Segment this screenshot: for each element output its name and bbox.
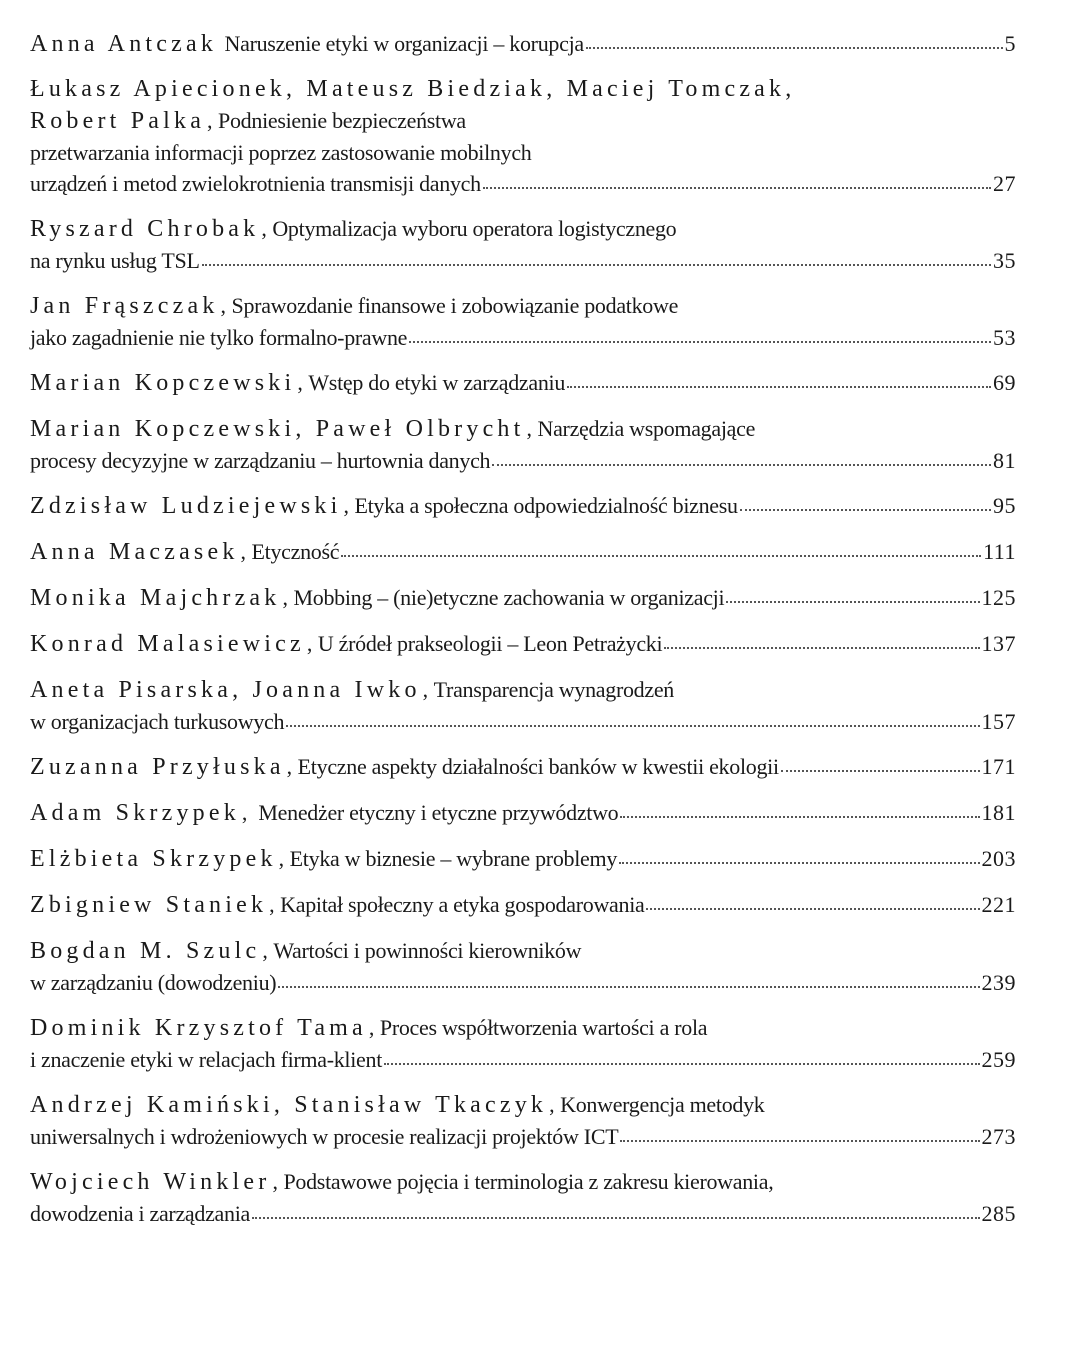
toc-title: Etyka w biznesie – wybrane problemy [289, 846, 618, 871]
dot-leader [620, 1140, 979, 1142]
toc-authors: Robert Palka [30, 108, 206, 134]
dot-leader [567, 386, 991, 388]
dot-leader [781, 770, 980, 772]
toc-line [30, 213, 1016, 245]
toc-title: Podniesienie bezpieczeństwa [218, 108, 466, 133]
toc-entry[interactable] [30, 628, 1016, 660]
toc-separator: , [368, 1015, 380, 1040]
dot-leader [492, 464, 991, 466]
toc-page-number: 137 [981, 631, 1016, 656]
toc-entry[interactable] [30, 28, 1016, 60]
toc-separator: , [262, 938, 274, 963]
toc-line [30, 967, 1016, 998]
toc-authors: Wojciech Winkler [30, 1169, 271, 1195]
toc-title: Wstęp do etyki w zarządzaniu [308, 370, 566, 395]
table-of-contents [30, 28, 1016, 1243]
toc-separator: , [207, 108, 219, 133]
toc-page-number: 95 [993, 493, 1016, 518]
toc-separator: , [526, 416, 538, 441]
toc-title: Narzędzia wspomagające [537, 416, 756, 441]
dot-leader [740, 509, 991, 511]
dot-leader [646, 908, 979, 910]
toc-title: dowodzenia i zarządzania [30, 1201, 250, 1226]
toc-line [30, 137, 1016, 168]
toc-title: Optymalizacja wyboru operatora logistycznego [272, 216, 677, 241]
toc-line [30, 889, 1016, 921]
dot-leader [726, 601, 979, 603]
toc-title: U źródeł prakseologii – Leon Petrażycki [317, 631, 663, 656]
dot-leader [341, 555, 981, 557]
toc-title: Proces współtworzenia wartości a rola [379, 1015, 708, 1040]
toc-entry[interactable] [30, 1012, 1016, 1075]
toc-title: urządzeń i metod zwielokrotnienia transmisji danych [30, 171, 481, 196]
toc-entry[interactable] [30, 290, 1016, 353]
toc-line [30, 706, 1016, 737]
toc-entry[interactable] [30, 1089, 1016, 1152]
toc-separator: , [297, 370, 309, 395]
toc-page-number: 273 [981, 1124, 1016, 1149]
toc-authors: Andrzej Kamiński, Stanisław Tkaczyk [30, 1092, 548, 1118]
toc-page-number: 239 [981, 970, 1016, 995]
toc-authors: Anna Maczasek [30, 539, 239, 565]
toc-title: Etyczność [251, 539, 340, 564]
toc-separator: , [422, 677, 434, 702]
toc-page-number: 181 [981, 800, 1016, 825]
toc-line [30, 1012, 1016, 1044]
dot-leader [483, 187, 991, 189]
dot-leader [586, 47, 1003, 49]
toc-title: na rynku usług TSL [30, 248, 200, 273]
toc-title: Kapitał społeczny a etyka gospodarowania [280, 892, 645, 917]
toc-title: i znaczenie etyki w relacjach firma-klient [30, 1047, 383, 1072]
dot-leader [619, 862, 979, 864]
toc-entry[interactable] [30, 751, 1016, 783]
toc-line [30, 935, 1016, 967]
toc-title: Etyka a społeczna odpowiedzialność biznesu [354, 493, 738, 518]
toc-separator: , [278, 846, 290, 871]
toc-authors: Dominik Krzysztof Tama [30, 1015, 367, 1041]
toc-entry[interactable] [30, 490, 1016, 522]
dot-leader [384, 1063, 979, 1065]
toc-separator: , [261, 216, 273, 241]
toc-page-number: 171 [981, 754, 1016, 779]
toc-title: Wartości i powinności kierowników [273, 938, 582, 963]
toc-line [30, 245, 1016, 276]
toc-line [30, 1089, 1016, 1121]
toc-line [30, 582, 1016, 614]
dot-leader [409, 341, 991, 343]
toc-entry[interactable] [30, 536, 1016, 568]
toc-title: procesy decyzyjne w zarządzaniu – hurtownia danych [30, 448, 491, 473]
toc-authors: Zdzisław Ludziejewski [30, 493, 342, 519]
toc-entry[interactable] [30, 213, 1016, 276]
dot-leader [278, 986, 979, 988]
toc-line [30, 536, 1016, 568]
toc-title: jako zagadnienie nie tylko formalno-prawne [30, 325, 408, 350]
toc-authors: Elżbieta Skrzypek [30, 846, 277, 872]
toc-line [30, 445, 1016, 476]
toc-title: Transparencja wynagrodzeń [433, 677, 674, 702]
toc-entry[interactable] [30, 674, 1016, 737]
toc-line [30, 413, 1016, 445]
toc-line [30, 290, 1016, 322]
toc-authors: Adam Skrzypek [30, 800, 240, 826]
toc-page-number: 221 [981, 892, 1016, 917]
toc-line [30, 168, 1016, 199]
toc-separator: , [286, 754, 298, 779]
toc-line [30, 843, 1016, 875]
toc-authors: Bogdan M. Szulc [30, 938, 261, 964]
toc-entry[interactable] [30, 413, 1016, 476]
toc-line [30, 105, 1016, 137]
toc-separator: , [343, 493, 355, 518]
toc-entry[interactable] [30, 1166, 1016, 1229]
toc-page-number: 35 [993, 248, 1016, 273]
toc-line [30, 628, 1016, 660]
toc-separator: , [272, 1169, 284, 1194]
toc-authors: Konrad Malasiewicz [30, 631, 305, 657]
toc-title: Mobbing – (nie)etyczne zachowania w organizacji [293, 585, 725, 610]
toc-entry[interactable] [30, 843, 1016, 875]
toc-separator: , [220, 293, 232, 318]
toc-authors: Łukasz Apiecionek, Mateusz Biedziak, Maciej Tomczak, [30, 76, 796, 102]
toc-entry[interactable] [30, 582, 1016, 614]
toc-page-number: 27 [993, 171, 1016, 196]
toc-title: przetwarzania informacji poprzez zastosowanie mobilnych [30, 140, 532, 165]
toc-page-number: 69 [993, 370, 1016, 395]
toc-line [30, 797, 1016, 829]
toc-authors: Jan Frąszczak [30, 293, 219, 319]
dot-leader [252, 1217, 980, 1219]
toc-title: Naruszenie etyki w organizacji – korupcja [224, 31, 584, 56]
toc-entry[interactable] [30, 367, 1016, 399]
toc-entry[interactable] [30, 74, 1016, 199]
toc-title: w organizacjach turkusowych [30, 709, 285, 734]
toc-page-number: 157 [981, 709, 1016, 734]
toc-title: Menedżer etyczny i etyczne przywództwo [258, 800, 619, 825]
toc-page-number: 259 [981, 1047, 1016, 1072]
toc-title: w zarządzaniu (dowodzeniu) [30, 970, 277, 995]
toc-line [30, 1198, 1016, 1229]
dot-leader [286, 725, 979, 727]
toc-entry[interactable] [30, 889, 1016, 921]
toc-line [30, 751, 1016, 783]
toc-line [30, 74, 1016, 105]
dot-leader [620, 816, 979, 818]
toc-authors: Marian Kopczewski, Paweł Olbrycht [30, 416, 525, 442]
toc-title: Podstawowe pojęcia i terminologia z zakresu kierowania, [283, 1169, 774, 1194]
toc-page-number: 203 [981, 846, 1016, 871]
toc-authors: Zuzanna Przyłuska [30, 754, 285, 780]
toc-title: uniwersalnych i wdrożeniowych w procesie realizacji projektów ICT [30, 1124, 619, 1149]
toc-page-number: 125 [981, 585, 1016, 610]
dot-leader [202, 264, 991, 266]
toc-entry[interactable] [30, 935, 1016, 998]
toc-page-number: 285 [981, 1201, 1016, 1226]
toc-title: Sprawozdanie finansowe i zobowiązanie podatkowe [231, 293, 679, 318]
dot-leader [664, 647, 979, 649]
toc-authors: Zbigniew Staniek [30, 892, 268, 918]
toc-page-number: 53 [993, 325, 1016, 350]
toc-separator: , [240, 539, 252, 564]
toc-page-number: 5 [1004, 31, 1016, 56]
toc-separator: , [549, 1092, 561, 1117]
toc-line [30, 1044, 1016, 1075]
toc-line [30, 490, 1016, 522]
toc-separator: , [269, 892, 281, 917]
toc-line [30, 1121, 1016, 1152]
toc-entry[interactable] [30, 797, 1016, 829]
toc-authors: Monika Majchrzak [30, 585, 281, 611]
toc-title: Etyczne aspekty działalności banków w kwestii ekologii [297, 754, 779, 779]
toc-authors: Aneta Pisarska, Joanna Iwko [30, 677, 421, 703]
toc-authors: Anna Antczak [30, 31, 218, 57]
toc-page-number: 81 [993, 448, 1016, 473]
toc-separator: , [306, 631, 318, 656]
toc-page-number: 111 [983, 539, 1016, 564]
toc-separator: , [282, 585, 294, 610]
toc-line [30, 1166, 1016, 1198]
toc-line [30, 322, 1016, 353]
toc-separator: , [241, 800, 259, 825]
toc-title: Konwergencja metodyk [560, 1092, 765, 1117]
toc-line [30, 367, 1016, 399]
toc-authors: Ryszard Chrobak [30, 216, 260, 242]
toc-line [30, 28, 1016, 60]
toc-line [30, 674, 1016, 706]
toc-authors: Marian Kopczewski [30, 370, 296, 396]
